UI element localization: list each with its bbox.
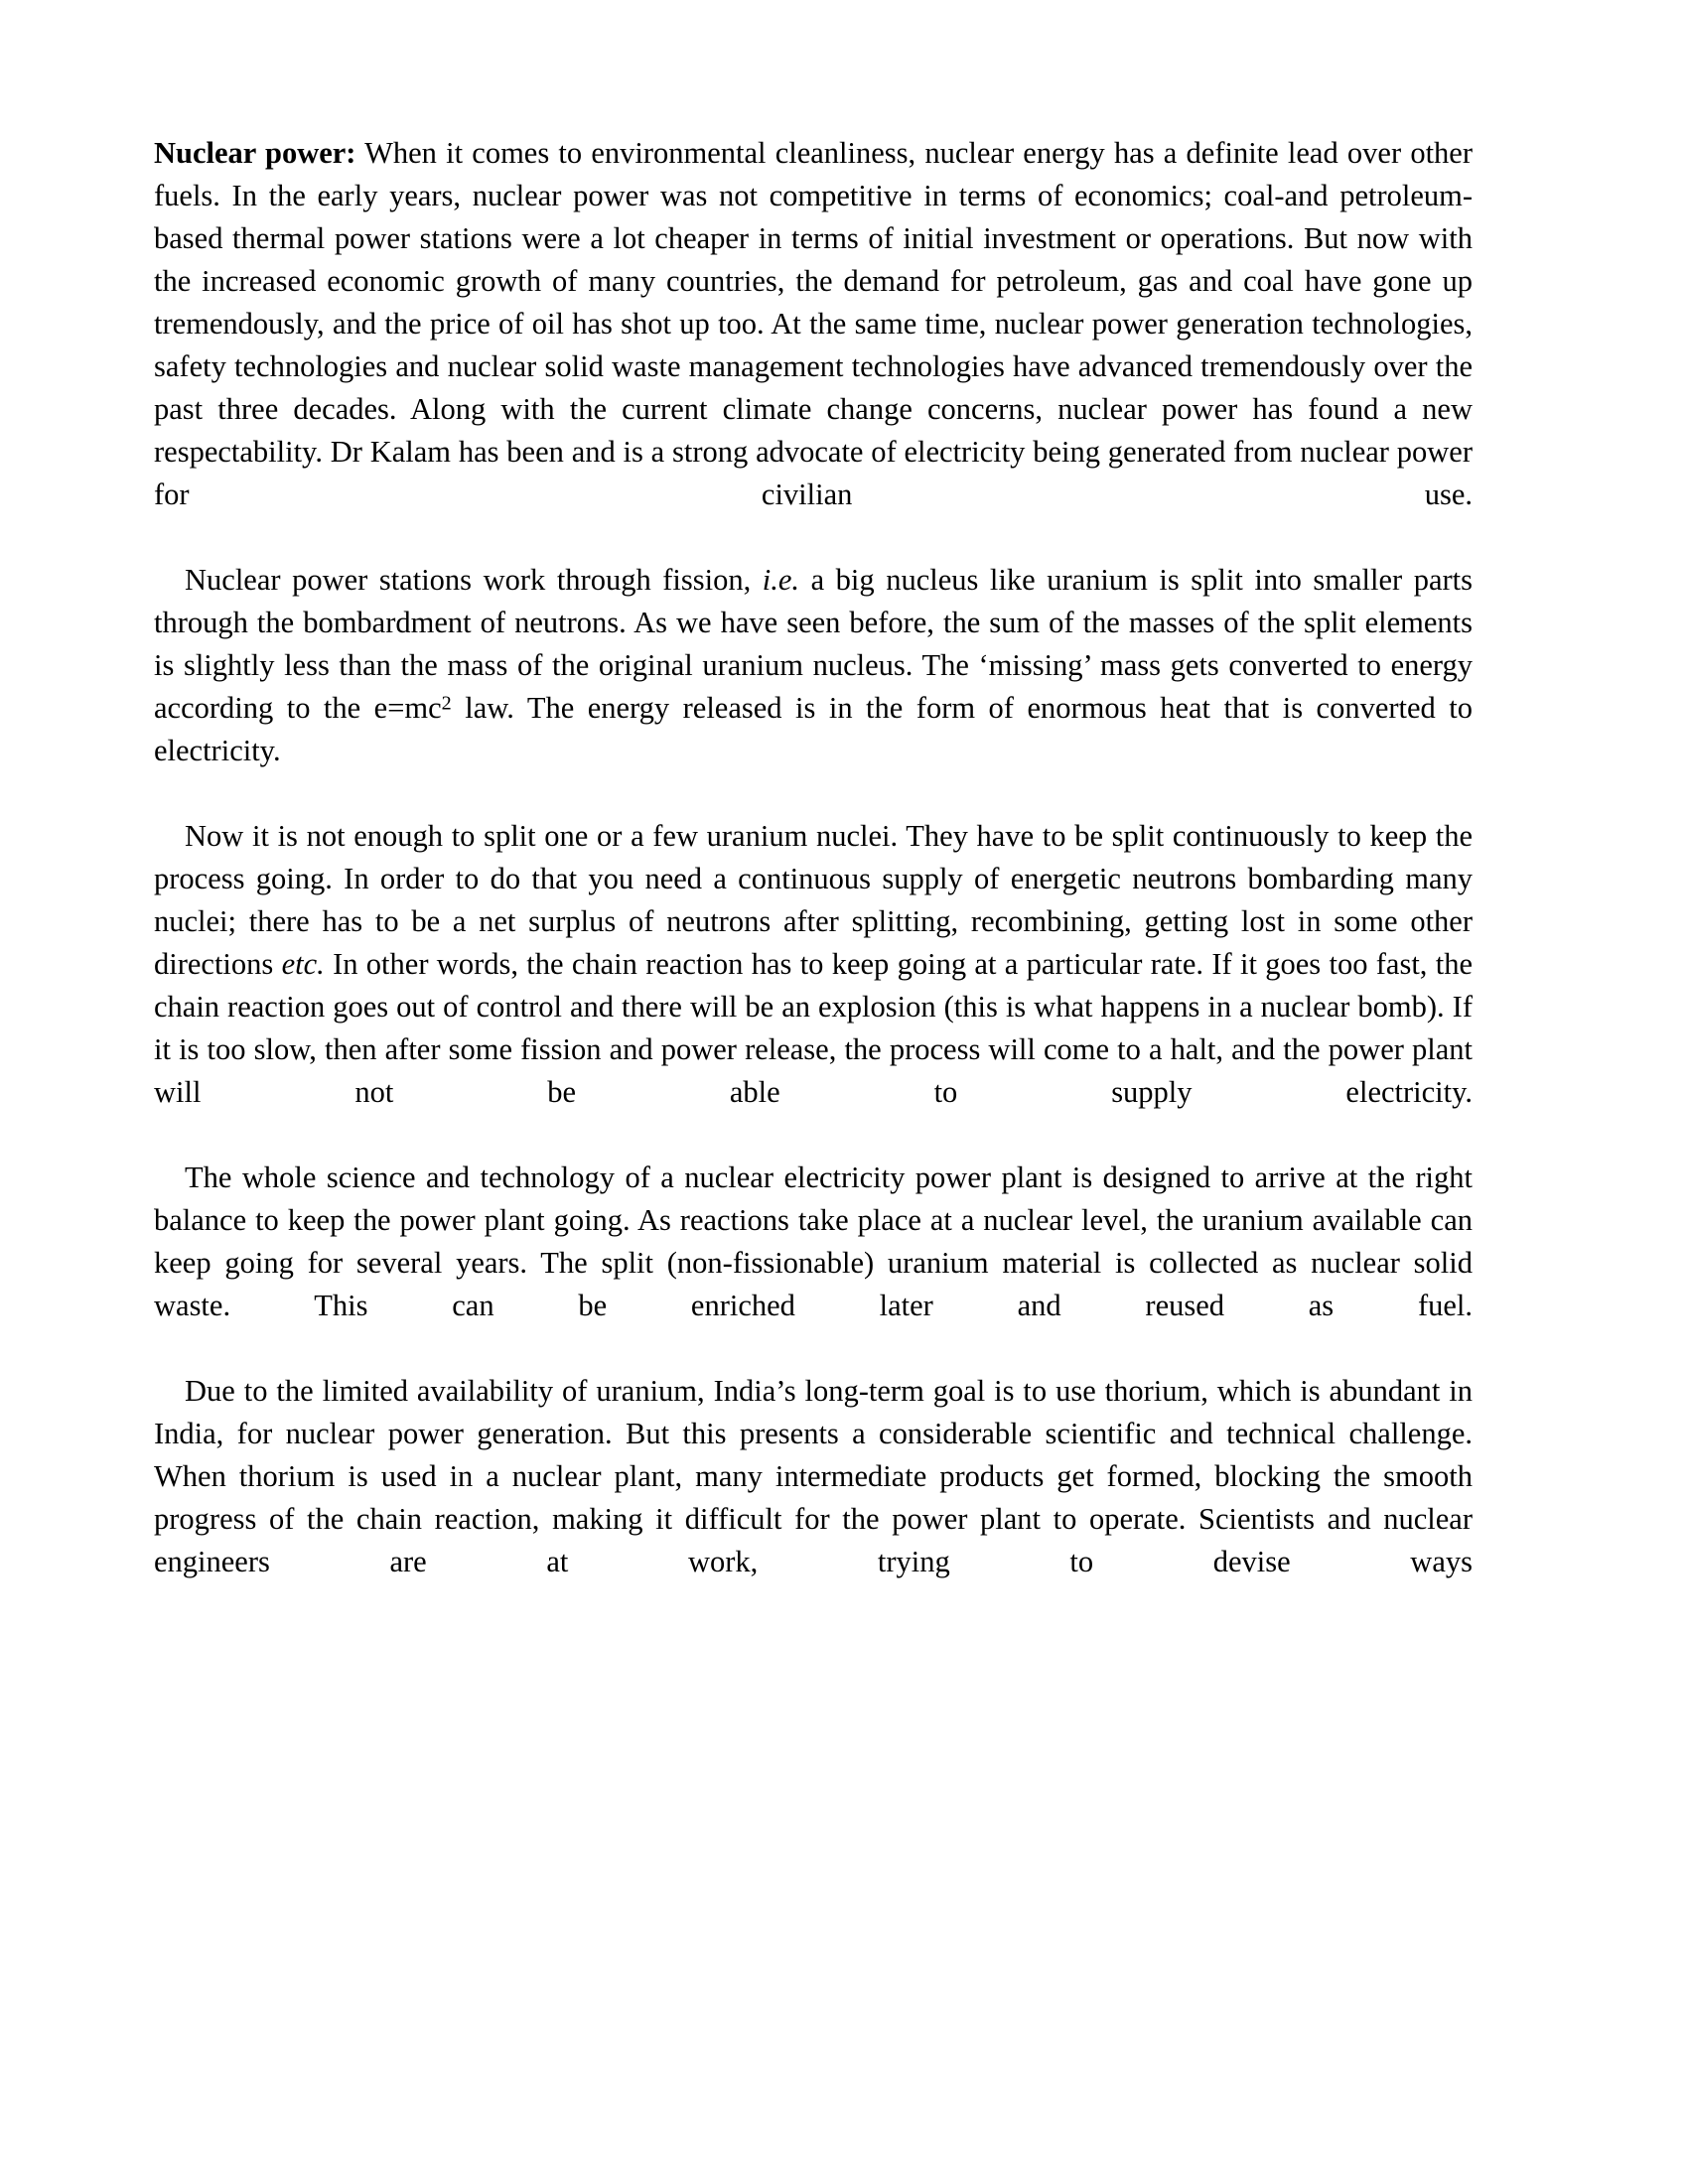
paragraph-chain-reaction	[154, 815, 1473, 1157]
body-text-column	[154, 132, 1473, 1626]
paragraph-body-text: Due to the limited availability of uranium, India’s long-term goal is to use thorium, which is abundant in India, for nuclear power generation. But this presents a considerable scientific and technical challenge. When thorium is used in a nuclear plant, many intermediate products get formed, blocking the smooth progress of the chain reaction, making it difficult for the power plant to operate. Scientists and nuclear engineers are at work, trying to devise ways	[154, 1374, 1473, 1578]
paragraph-nuclear-power-intro	[154, 132, 1473, 559]
paragraph-segment-2: a big nucleus like uranium is split into smaller parts through the bombardment of neutrons. As we have seen before, the sum of the masses of the split elements is slightly less than the mass of the original uranium nucleus. The ‘missing’ mass gets converted to energy according to the e=mc	[154, 563, 1473, 725]
paragraph-body-text: When it comes to environmental cleanliness, nuclear energy has a definite lead over other fuels. In the early years, nuclear power was not competitive in terms of economics; coal-and petroleum-based thermal power stations were a lot cheaper in terms of initial investment or operations. But now with the increased economic growth of many countries, the demand for petroleum, gas and coal have gone up tremendously, and the price of oil has shot up too. At the same time, nuclear power generation technologies, safety technologies and nuclear solid waste management technologies have advanced tremendously over the past three decades. Along with the current climate change concerns, nuclear power has found a new respectability. Dr Kalam has been and is a strong advocate of electricity being generated from nuclear power for civilian use.	[154, 136, 1473, 511]
paragraph-segment-3: law. The energy released is in the form of enormous heat that is converted to electricity.	[154, 691, 1473, 767]
paragraph-segment-2: In other words, the chain reaction has to keep going at a particular rate. If it goes too fast, the chain reaction goes out of control and there will be an explosion (this is what happens in a nuclear bomb). If it is too slow, then after some fission and power release, the process will come to a halt, and the power plant will not be able to supply electricity.	[154, 947, 1473, 1109]
superscript-exponent-two: 2	[441, 692, 452, 715]
paragraph-fission-explanation	[154, 559, 1473, 815]
italic-abbreviation-ie: i.e.	[762, 563, 800, 597]
paragraph-body-text: The whole science and technology of a nuclear electricity power plant is designed to arrive at the right balance to keep the power plant going. As reactions take place at a nuclear level, the uranium available can keep going for several years. The split (non-fissionable) uranium material is collected as nuclear solid waste. This can be enriched later and reused as fuel.	[154, 1160, 1473, 1322]
paragraph-power-plant-balance	[154, 1157, 1473, 1370]
paragraph-thorium-goal	[154, 1370, 1473, 1626]
paragraph-segment-1: Now it is not enough to split one or a few uranium nuclei. They have to be split continuously to keep the process going. In order to do that you need a continuous supply of energetic neutrons bombarding many nuclei; there has to be a net surplus of neutrons after splitting, recombining, getting lost in some other directions	[154, 819, 1473, 981]
italic-abbreviation-etc: etc.	[281, 947, 325, 981]
paragraph-lead-in-label: Nuclear power:	[154, 136, 356, 170]
paragraph-segment-1: Nuclear power stations work through fission,	[185, 563, 763, 597]
